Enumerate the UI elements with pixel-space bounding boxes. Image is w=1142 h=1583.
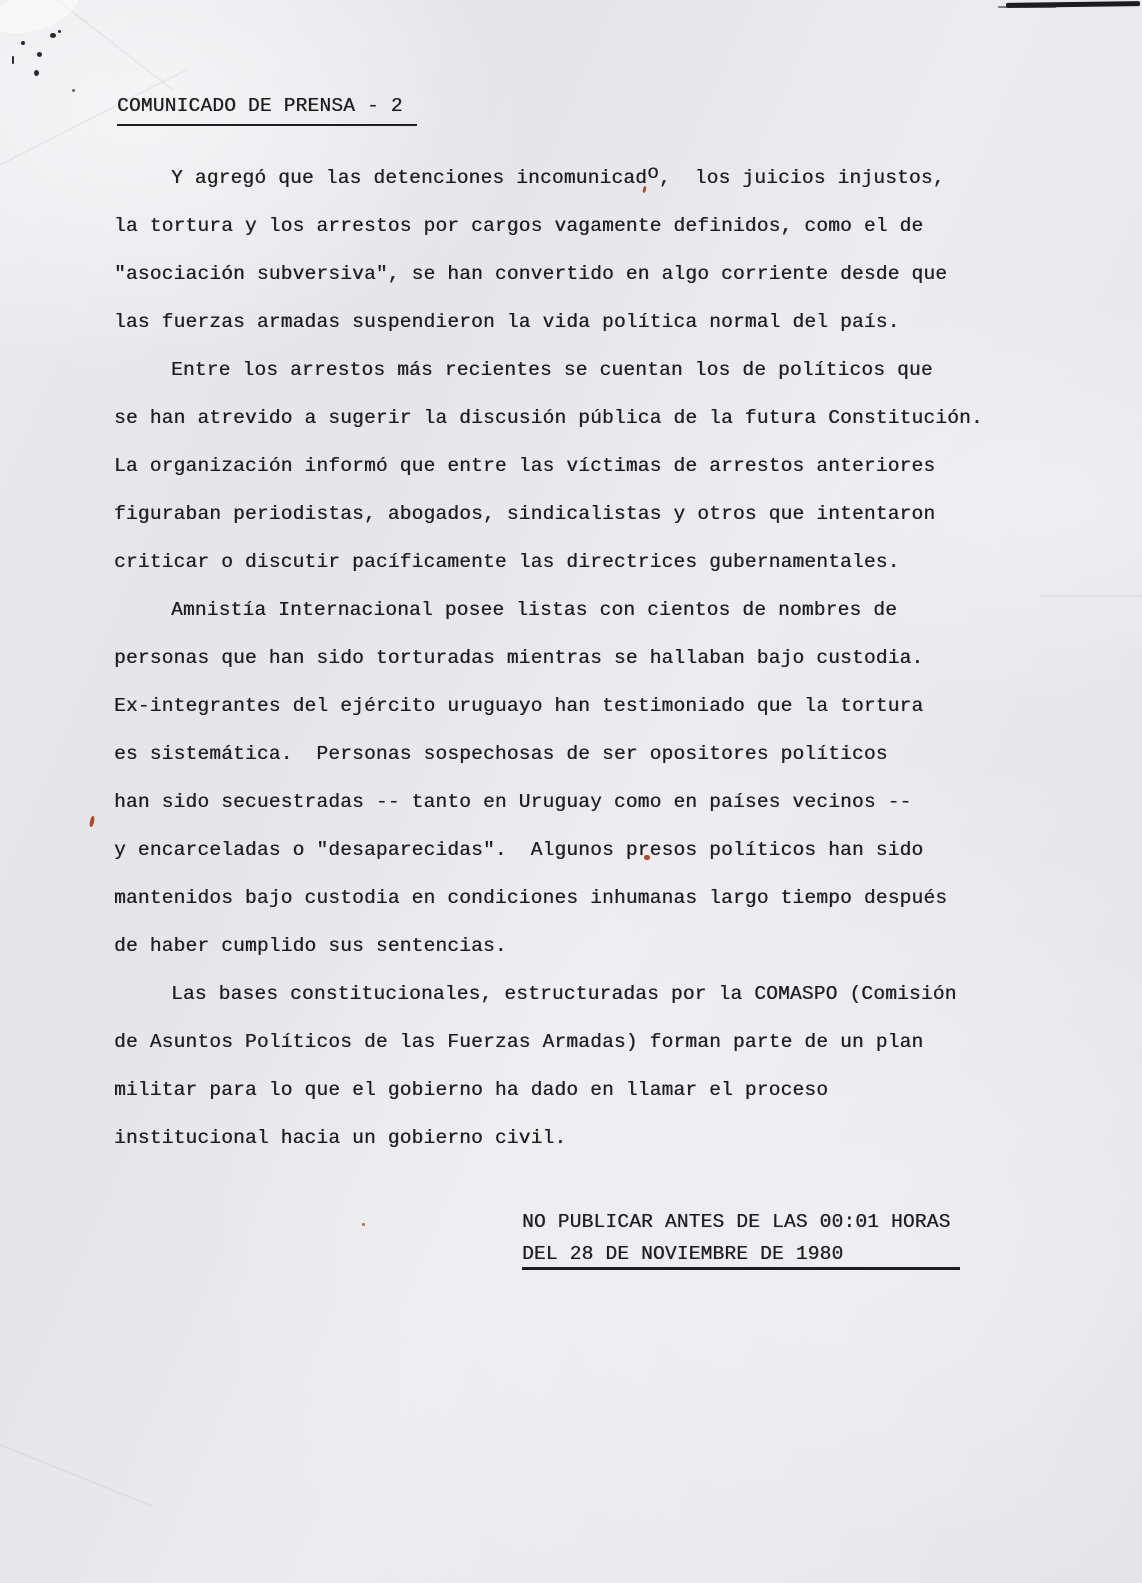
text-line: de haber cumplido sus sentencias. — [114, 935, 507, 957]
text-line: Entre los arrestos más recientes se cuentan los de políticos que — [171, 359, 933, 381]
ink-speck — [58, 30, 61, 33]
text-line: Ex-integrantes del ejército uruguayo han testimoniado que la tortura — [114, 695, 924, 717]
document-body — [114, 154, 1014, 1162]
ink-speck — [72, 89, 75, 92]
text-line: institucional hacia un gobierno civil. — [114, 1127, 567, 1149]
text-line: Amnistía Internacional posee listas con cientos de nombres de — [171, 599, 898, 621]
text-line: personas que han sido torturadas mientras se hallaban bajo custodia. — [114, 647, 924, 669]
ink-speck — [37, 52, 42, 57]
embargo-line: NO PUBLICAR ANTES DE LAS 00:01 HORAS — [522, 1211, 951, 1233]
ink-speck — [21, 41, 25, 45]
text-line: se han atrevido a sugerir la discusión pública de la futura Constitución. — [114, 407, 983, 429]
text-line: "asociación subversiva", se han convertido en algo corriente desde que — [114, 263, 948, 285]
paragraph — [114, 154, 1014, 346]
text-line: han sido secuestradas -- tanto en Uruguay como en países vecinos -- — [114, 791, 912, 813]
scan-streak-artifact — [998, 6, 1056, 8]
text-line: y encarceladas o "desaparecidas". Algunos presos políticos han sido — [114, 839, 924, 861]
ink-speck — [50, 33, 56, 38]
text-line: es sistemática. Personas sospechosas de ser opositores políticos — [114, 743, 888, 765]
red-correction-mark — [89, 816, 95, 828]
ink-speck — [12, 56, 14, 64]
paper-crease — [0, 1434, 153, 1507]
paper-crease — [0, 0, 84, 43]
paragraph — [114, 970, 1014, 1162]
text-line: mantenidos bajo custodia en condiciones inhumanas largo tiempo después — [114, 887, 948, 909]
red-correction-mark — [362, 1223, 365, 1226]
text-line: La organización informó que entre las víctimas de arrestos anteriores — [114, 455, 936, 477]
text-line: de Asuntos Políticos de las Fuerzas Armadas) forman parte de un plan — [114, 1031, 924, 1053]
paragraph — [114, 346, 1014, 586]
page-title: COMUNICADO DE PRENSA - 2 — [117, 95, 417, 126]
raised-character: o — [647, 162, 659, 184]
paper-crease — [1040, 595, 1142, 597]
text-line: la tortura y los arrestos por cargos vagamente definidos, como el de — [114, 215, 924, 237]
text-line: militar para lo que el gobierno ha dado en llamar el proceso — [114, 1079, 829, 1101]
text-line: figuraban periodistas, abogados, sindicalistas y otros que intentaron — [114, 503, 936, 525]
paragraph — [114, 586, 1014, 970]
text-line: las fuerzas armadas suspendieron la vida política normal del país. — [114, 311, 900, 333]
text-segment: , los juicios injustos, — [658, 167, 945, 189]
embargo-notice — [522, 1206, 960, 1270]
text-line: Las bases constitucionales, estructuradas por la COMASPO (Comisión — [171, 983, 957, 1005]
ink-speck — [34, 70, 39, 76]
text-line — [114, 154, 1014, 202]
text-segment: Y agregó que las detenciones incomunicad — [171, 167, 648, 189]
embargo-line: DEL 28 DE NOVIEMBRE DE 1980 — [522, 1238, 960, 1270]
text-line: criticar o discutir pacíficamente las directrices gubernamentales. — [114, 551, 900, 573]
